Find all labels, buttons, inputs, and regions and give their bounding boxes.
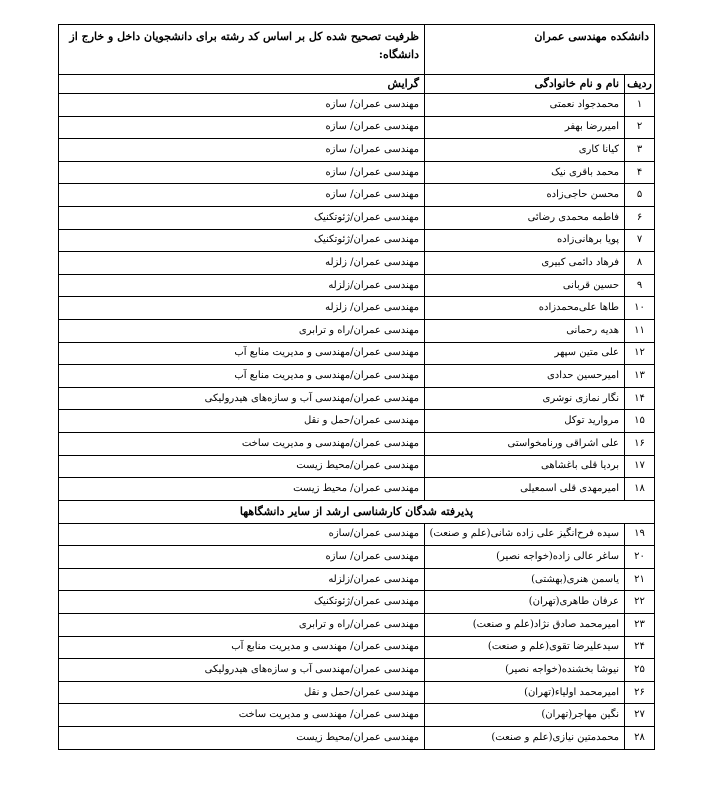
row-number: ۲ — [625, 116, 655, 139]
admissions-table-body — [59, 25, 655, 750]
row-number: ۲۲ — [625, 591, 655, 614]
field-of-study: مهندسی عمران/ سازه — [59, 139, 425, 162]
row-number: ۲۶ — [625, 681, 655, 704]
student-name: کیانا کاری — [425, 139, 625, 162]
column-header-row — [59, 75, 655, 94]
student-name: حسین قربانی — [425, 274, 625, 297]
table-row — [59, 523, 655, 546]
row-number: ۱۶ — [625, 432, 655, 455]
row-number: ۲۰ — [625, 546, 655, 569]
field-of-study: مهندسی عمران/مهندسی آب و سازه‌های هیدرولیکی — [59, 659, 425, 682]
column-header-row-number: ردیف — [625, 75, 655, 94]
table-row — [59, 161, 655, 184]
student-name: هدیه رحمانی — [425, 319, 625, 342]
table-row — [59, 274, 655, 297]
table-row — [59, 546, 655, 569]
student-name: علی اشراقی ورنامخواستی — [425, 432, 625, 455]
student-name: طاها علی‌محمدزاده — [425, 297, 625, 320]
student-name: فرهاد دائمی کبیری — [425, 252, 625, 275]
field-of-study: مهندسی عمران/ سازه — [59, 116, 425, 139]
row-number: ۱۱ — [625, 319, 655, 342]
student-name: یاسمن هنری(بهشتی) — [425, 568, 625, 591]
table-row — [59, 342, 655, 365]
student-name: نیوشا بخشنده(خواجه نصیر) — [425, 659, 625, 682]
student-name: ساغر عالی زاده(خواجه نصیر) — [425, 546, 625, 569]
row-number: ۳ — [625, 139, 655, 162]
student-name: محمد باقری نیک — [425, 161, 625, 184]
row-number: ۱۳ — [625, 365, 655, 388]
table-row — [59, 387, 655, 410]
field-of-study: مهندسی عمران/حمل و نقل — [59, 410, 425, 433]
section-header-row — [59, 500, 655, 523]
student-name: علی متین سپهر — [425, 342, 625, 365]
table-row — [59, 252, 655, 275]
student-name: امیرمحمد صادق نژاد(علم و صنعت) — [425, 614, 625, 637]
table-row — [59, 455, 655, 478]
admissions-table — [58, 24, 655, 750]
student-name: محسن حاجی‌زاده — [425, 184, 625, 207]
row-number: ۶ — [625, 206, 655, 229]
faculty-title: دانشکده مهندسی عمران — [425, 25, 655, 75]
field-of-study: مهندسی عمران/ سازه — [59, 94, 425, 117]
field-of-study: مهندسی عمران/ژئوتکنیک — [59, 591, 425, 614]
table-row — [59, 614, 655, 637]
student-name: پویا برهانی‌زاده — [425, 229, 625, 252]
table-row — [59, 94, 655, 117]
row-number: ۱۴ — [625, 387, 655, 410]
row-number: ۲۱ — [625, 568, 655, 591]
row-number: ۴ — [625, 161, 655, 184]
table-row — [59, 478, 655, 501]
table-row — [59, 704, 655, 727]
row-number: ۲۸ — [625, 727, 655, 750]
field-of-study: مهندسی عمران/ سازه — [59, 546, 425, 569]
table-row — [59, 319, 655, 342]
student-name: امیرحسین حدادی — [425, 365, 625, 388]
row-number: ۱۷ — [625, 455, 655, 478]
row-number: ۱۰ — [625, 297, 655, 320]
student-name: نگین مهاجر(تهران) — [425, 704, 625, 727]
field-of-study: مهندسی عمران/مهندسی و مدیریت منابع آب — [59, 342, 425, 365]
field-of-study: مهندسی عمران/سازه — [59, 523, 425, 546]
title-row — [59, 25, 655, 75]
field-of-study: مهندسی عمران/حمل و نقل — [59, 681, 425, 704]
student-name: امیررضا بهفر — [425, 116, 625, 139]
field-of-study: مهندسی عمران/مهندسی و مدیریت منابع آب — [59, 365, 425, 388]
field-of-study: مهندسی عمران/مهندسی آب و سازه‌های هیدرولیکی — [59, 387, 425, 410]
student-name: سیده فرح‌انگیز علی زاده شانی(علم و صنعت) — [425, 523, 625, 546]
row-number: ۲۳ — [625, 614, 655, 637]
table-row — [59, 229, 655, 252]
student-name: محمدمتین نیازی(علم و صنعت) — [425, 727, 625, 750]
student-name: بردیا قلی باغشاهی — [425, 455, 625, 478]
field-of-study: مهندسی عمران/محیط زیست — [59, 727, 425, 750]
field-of-study: مهندسی عمران/ زلزله — [59, 297, 425, 320]
field-of-study: مهندسی عمران/ مهندسی و مدیریت منابع آب — [59, 636, 425, 659]
table-row — [59, 184, 655, 207]
table-row — [59, 410, 655, 433]
row-number: ۱ — [625, 94, 655, 117]
field-of-study: مهندسی عمران/محیط زیست — [59, 455, 425, 478]
student-name: نگار نمازی نوشری — [425, 387, 625, 410]
field-of-study: مهندسی عمران/راه و ترابری — [59, 319, 425, 342]
table-row — [59, 681, 655, 704]
field-of-study: مهندسی عمران/زلزله — [59, 568, 425, 591]
field-of-study: مهندسی عمران/زلزله — [59, 274, 425, 297]
field-of-study: مهندسی عمران/ژئوتکنیک — [59, 229, 425, 252]
table-row — [59, 116, 655, 139]
student-name: عرفان طاهری(تهران) — [425, 591, 625, 614]
table-row — [59, 365, 655, 388]
column-header-name: نام و نام خانوادگی — [425, 75, 625, 94]
row-number: ۱۵ — [625, 410, 655, 433]
table-row — [59, 591, 655, 614]
row-number: ۱۸ — [625, 478, 655, 501]
row-number: ۱۹ — [625, 523, 655, 546]
field-of-study: مهندسی عمران/ژئوتکنیک — [59, 206, 425, 229]
field-of-study: مهندسی عمران/ زلزله — [59, 252, 425, 275]
row-number: ۸ — [625, 252, 655, 275]
table-row — [59, 206, 655, 229]
student-name: امیرمهدی قلی اسمعیلی — [425, 478, 625, 501]
capacity-note: ظرفیت تصحیح شده کل بر اساس کد رشته برای دانشجویان داخل و خارج از دانشگاه: — [59, 25, 425, 75]
row-number: ۲۵ — [625, 659, 655, 682]
document-page — [58, 24, 654, 750]
row-number: ۹ — [625, 274, 655, 297]
field-of-study: مهندسی عمران/ محیط زیست — [59, 478, 425, 501]
student-name: امیرمحمد اولیاء(تهران) — [425, 681, 625, 704]
row-number: ۷ — [625, 229, 655, 252]
field-of-study: مهندسی عمران/راه و ترابری — [59, 614, 425, 637]
row-number: ۲۷ — [625, 704, 655, 727]
row-number: ۵ — [625, 184, 655, 207]
column-header-field: گرایش — [59, 75, 425, 94]
table-row — [59, 432, 655, 455]
table-row — [59, 297, 655, 320]
field-of-study: مهندسی عمران/ مهندسی و مدیریت ساخت — [59, 704, 425, 727]
table-row — [59, 727, 655, 750]
table-row — [59, 568, 655, 591]
field-of-study: مهندسی عمران/مهندسی و مدیریت ساخت — [59, 432, 425, 455]
row-number: ۲۴ — [625, 636, 655, 659]
table-row — [59, 636, 655, 659]
field-of-study: مهندسی عمران/ سازه — [59, 161, 425, 184]
student-name: سیدعلیرضا تقوی(علم و صنعت) — [425, 636, 625, 659]
student-name: مروارید توکل — [425, 410, 625, 433]
field-of-study: مهندسی عمران/ سازه — [59, 184, 425, 207]
section-title: پذیرفته شدگان کارشناسی ارشد از سایر دانشگاهها — [59, 500, 655, 523]
table-row — [59, 139, 655, 162]
student-name: فاطمه محمدی رضائی — [425, 206, 625, 229]
student-name: محمدجواد نعمتی — [425, 94, 625, 117]
row-number: ۱۲ — [625, 342, 655, 365]
table-row — [59, 659, 655, 682]
